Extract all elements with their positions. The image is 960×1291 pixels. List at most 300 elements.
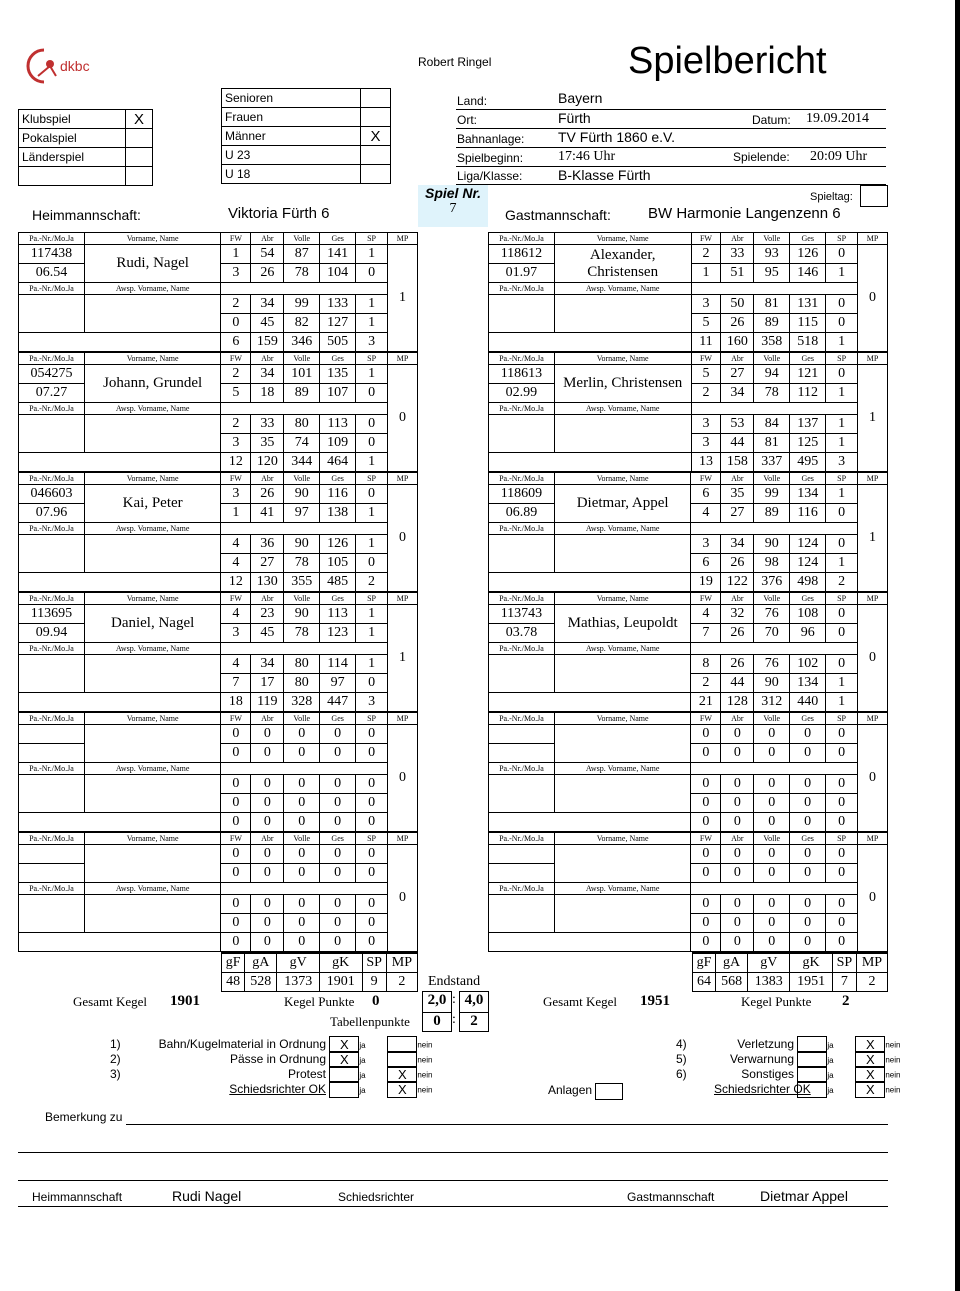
- player-name: Alexander, Christensen: [554, 245, 691, 283]
- liga-value: B-Klasse Fürth: [558, 167, 651, 183]
- check-label: Verletzung: [737, 1036, 794, 1051]
- nein-checkbox[interactable]: X: [855, 1081, 885, 1098]
- total-cell: 464: [320, 453, 356, 472]
- totals-header: gF: [222, 953, 245, 973]
- player-block: [488, 472, 888, 592]
- check-label: Schiedsrichter OK: [714, 1081, 811, 1096]
- score-cell: 3: [691, 434, 721, 453]
- score-cell: 34: [721, 384, 754, 403]
- score-cell: 81: [754, 434, 790, 453]
- spiel-nr-box: [418, 185, 488, 227]
- score-cell: 0: [754, 895, 790, 914]
- score-cell: 0: [356, 744, 388, 763]
- score-cell: 1: [356, 605, 388, 624]
- awsp-header: Awsp. Vorname, Name: [554, 283, 691, 295]
- score-cell: 113: [320, 415, 356, 434]
- passnr-header: Pa.-Nr./Mo.Ja: [19, 883, 85, 895]
- spacer: [19, 453, 221, 472]
- sp-header: SP: [826, 593, 858, 605]
- spacer: [221, 763, 388, 775]
- game-type-mark[interactable]: [126, 129, 153, 148]
- nein-label: nein: [417, 1085, 433, 1095]
- score-cell: 90: [754, 535, 790, 554]
- passnr-header: Pa.-Nr./Mo.Ja: [19, 713, 85, 725]
- score-cell: 0: [251, 744, 284, 763]
- mp-header: MP: [388, 713, 418, 725]
- footer-schiri-label: Schiedsrichter: [338, 1190, 415, 1204]
- divider: [18, 1180, 888, 1181]
- player-block: [18, 352, 418, 472]
- score-cell: 50: [721, 295, 754, 314]
- bemerkung-line[interactable]: [126, 1124, 888, 1125]
- nein-checkbox[interactable]: X: [387, 1081, 417, 1098]
- score-cell: 0: [356, 264, 388, 283]
- score-cell: 96: [790, 624, 826, 643]
- volle-header: Volle: [284, 233, 320, 245]
- score-cell: 0: [284, 864, 320, 883]
- score-cell: 1: [356, 504, 388, 523]
- score-cell: 45: [251, 624, 284, 643]
- fw-header: FW: [221, 353, 251, 365]
- score-cell: 124: [790, 554, 826, 573]
- score-cell: 35: [251, 434, 284, 453]
- check-row: [676, 1036, 901, 1052]
- score-cell: 0: [221, 314, 251, 333]
- footer-heim-name: Rudi Nagel: [172, 1188, 242, 1204]
- mp-value: 1: [858, 365, 888, 472]
- score-cell: 35: [721, 485, 754, 504]
- score-cell: 0: [754, 794, 790, 813]
- volle-header: Volle: [284, 593, 320, 605]
- total-cell: 122: [721, 573, 754, 592]
- moja: 07.96: [19, 504, 85, 523]
- game-type-label: Klubspiel: [19, 110, 126, 129]
- score-cell: 0: [691, 775, 721, 794]
- awsp-name[interactable]: [554, 775, 691, 813]
- score-cell: 0: [221, 895, 251, 914]
- passnr-header: Pa.-Nr./Mo.Ja: [19, 763, 85, 775]
- bemerkung-line[interactable]: [18, 1152, 888, 1153]
- category-label: Männer: [222, 127, 361, 146]
- total-cell: 1: [356, 453, 388, 472]
- score-cell: 90: [284, 485, 320, 504]
- total-cell: 119: [251, 693, 284, 712]
- score-cell: 0: [221, 845, 251, 864]
- category-mark[interactable]: [361, 89, 391, 108]
- score-cell: 131: [790, 295, 826, 314]
- score-cell: 80: [284, 415, 320, 434]
- name-header: Vorname, Name: [84, 593, 221, 605]
- score-cell: 137: [790, 415, 826, 434]
- divider: [456, 166, 886, 167]
- total-cell: 376: [754, 573, 790, 592]
- score-cell: 32: [721, 605, 754, 624]
- score-cell: 116: [790, 504, 826, 523]
- abr-header: Abr: [251, 593, 284, 605]
- score-cell: 125: [790, 434, 826, 453]
- moja: 03.78: [489, 624, 555, 643]
- moja: 09.94: [19, 624, 85, 643]
- tabellen-label: Tabellenpunkte: [330, 1014, 410, 1029]
- checks-right: [676, 1036, 901, 1097]
- score-cell: 0: [826, 845, 858, 864]
- total-cell: 358: [754, 333, 790, 352]
- spacer: [221, 643, 388, 655]
- score-cell: 0: [320, 725, 356, 744]
- sp-header: SP: [826, 353, 858, 365]
- awsp-name[interactable]: [554, 535, 691, 573]
- abr-header: Abr: [721, 833, 754, 845]
- awsp-passnr[interactable]: [19, 775, 85, 813]
- nein-label: nein: [885, 1040, 901, 1050]
- total-cell: 498: [790, 573, 826, 592]
- total-cell: 0: [221, 933, 251, 952]
- checks-left: [110, 1036, 460, 1096]
- mp-header: MP: [388, 473, 418, 485]
- volle-header: Volle: [754, 713, 790, 725]
- passnr-header: Pa.-Nr./Mo.Ja: [19, 833, 85, 845]
- player-name: [554, 725, 691, 763]
- fw-header: FW: [691, 593, 721, 605]
- score-cell: 4: [221, 554, 251, 573]
- spacer: [691, 643, 858, 655]
- score-cell: 0: [356, 845, 388, 864]
- total-cell: 0: [284, 813, 320, 832]
- totals-value: 1901: [319, 973, 362, 992]
- liga-label: Liga/Klasse:: [457, 169, 523, 183]
- score-cell: 80: [284, 655, 320, 674]
- spacer: [19, 933, 221, 952]
- nein-checkbox[interactable]: X: [855, 1066, 885, 1083]
- score-cell: 0: [826, 864, 858, 883]
- passnr-header: Pa.-Nr./Mo.Ja: [489, 763, 555, 775]
- fw-header: FW: [691, 833, 721, 845]
- ges-header: Ges: [790, 833, 826, 845]
- game-type-mark[interactable]: [126, 148, 153, 167]
- abr-header: Abr: [721, 473, 754, 485]
- score-cell: 18: [251, 384, 284, 403]
- ges-header: Ges: [320, 713, 356, 725]
- passnr: 118612: [489, 245, 555, 264]
- awsp-header: Awsp. Vorname, Name: [84, 763, 221, 775]
- score-cell: 0: [790, 744, 826, 763]
- total-cell: 485: [320, 573, 356, 592]
- abr-header: Abr: [251, 233, 284, 245]
- ges-header: Ges: [320, 233, 356, 245]
- score-cell: 146: [790, 264, 826, 283]
- away-totals: [692, 951, 888, 992]
- awsp-passnr[interactable]: [19, 415, 85, 453]
- ort-value: Fürth: [558, 110, 591, 126]
- awsp-header: Awsp. Vorname, Name: [84, 643, 221, 655]
- heim-label: Heimmannschaft:: [32, 207, 141, 223]
- awsp-passnr[interactable]: [19, 655, 85, 693]
- score-cell: 44: [721, 434, 754, 453]
- spacer: [489, 453, 692, 472]
- nein-checkbox[interactable]: X: [855, 1036, 885, 1053]
- score-cell: 26: [251, 485, 284, 504]
- score-cell: 36: [251, 535, 284, 554]
- player-block: [18, 592, 418, 712]
- passnr: [19, 725, 85, 744]
- fw-header: FW: [691, 353, 721, 365]
- total-cell: 0: [721, 813, 754, 832]
- home-totals: [221, 951, 418, 992]
- total-cell: 518: [790, 333, 826, 352]
- nein-label: nein: [885, 1070, 901, 1080]
- category-mark[interactable]: [361, 146, 391, 165]
- passnr-header: Pa.-Nr./Mo.Ja: [489, 283, 555, 295]
- score-cell: 0: [826, 365, 858, 384]
- awsp-name[interactable]: [84, 295, 221, 333]
- awsp-name[interactable]: [554, 655, 691, 693]
- awsp-passnr[interactable]: [489, 295, 555, 333]
- total-cell: 2: [356, 573, 388, 592]
- ja-checkbox[interactable]: [797, 1081, 827, 1098]
- awsp-name[interactable]: [554, 415, 691, 453]
- score-cell: 3: [221, 264, 251, 283]
- ges-header: Ges: [790, 353, 826, 365]
- score-cell: 78: [284, 554, 320, 573]
- moja: 06.54: [19, 264, 85, 283]
- score-cell: 97: [320, 674, 356, 693]
- score-cell: 0: [251, 895, 284, 914]
- ja-label: ja: [359, 1040, 366, 1050]
- score-cell: 0: [826, 794, 858, 813]
- score-cell: 0: [356, 775, 388, 794]
- totals-header: SP: [832, 953, 856, 973]
- ja-label: ja: [359, 1070, 366, 1080]
- ja-checkbox[interactable]: X: [329, 1051, 359, 1068]
- player-name: [84, 725, 221, 763]
- game-type-label: Pokalspiel: [19, 129, 126, 148]
- score-cell: 98: [754, 554, 790, 573]
- total-cell: 0: [320, 813, 356, 832]
- awsp-name[interactable]: [84, 775, 221, 813]
- score-cell: 127: [320, 314, 356, 333]
- score-cell: 3: [691, 295, 721, 314]
- land-label: Land:: [457, 94, 488, 108]
- score-cell: 93: [754, 245, 790, 264]
- moja: [19, 864, 85, 883]
- score-cell: 0: [826, 314, 858, 333]
- score-cell: 1: [356, 314, 388, 333]
- nein-checkbox[interactable]: X: [387, 1066, 417, 1083]
- total-cell: 0: [251, 933, 284, 952]
- sp-header: SP: [826, 233, 858, 245]
- category-mark[interactable]: X: [361, 127, 391, 146]
- spacer: [691, 763, 858, 775]
- game-type-label: [19, 167, 126, 186]
- score-cell: 0: [221, 744, 251, 763]
- score-cell: 0: [356, 895, 388, 914]
- score-cell: 0: [721, 864, 754, 883]
- player-block: [488, 592, 888, 712]
- mp-value: 0: [858, 605, 888, 712]
- totals-value: 7: [832, 973, 856, 992]
- totals-value: 1383: [748, 973, 790, 992]
- awsp-header: Awsp. Vorname, Name: [554, 403, 691, 415]
- score-cell: 3: [221, 624, 251, 643]
- player-block: [18, 712, 418, 832]
- score-cell: 115: [790, 314, 826, 333]
- awsp-passnr[interactable]: [489, 415, 555, 453]
- nein-checkbox[interactable]: X: [855, 1051, 885, 1068]
- game-type-mark[interactable]: X: [126, 110, 153, 129]
- score-cell: 44: [721, 674, 754, 693]
- score-cell: 134: [790, 485, 826, 504]
- score-cell: 0: [826, 725, 858, 744]
- awsp-passnr[interactable]: [19, 895, 85, 933]
- score-cell: 126: [790, 245, 826, 264]
- totals-value: 2: [856, 973, 887, 992]
- totals-header: gA: [716, 953, 748, 973]
- ja-checkbox[interactable]: X: [329, 1036, 359, 1053]
- score-cell: 0: [790, 914, 826, 933]
- score-cell: 0: [284, 845, 320, 864]
- spacer: [221, 523, 388, 535]
- awsp-passnr[interactable]: [489, 775, 555, 813]
- awsp-passnr[interactable]: [489, 655, 555, 693]
- passnr-header: Pa.-Nr./Mo.Ja: [19, 233, 85, 245]
- score-cell: 0: [790, 845, 826, 864]
- score-cell: 0: [754, 864, 790, 883]
- totals-value: 1373: [277, 973, 320, 992]
- datum-value: 19.09.2014: [806, 111, 869, 126]
- spacer: [489, 813, 691, 832]
- score-cell: 7: [221, 674, 251, 693]
- awsp-name[interactable]: [554, 895, 691, 933]
- awsp-passnr[interactable]: [489, 535, 555, 573]
- abr-header: Abr: [251, 833, 284, 845]
- total-cell: 0: [691, 933, 721, 952]
- awsp-name[interactable]: [84, 895, 221, 933]
- total-cell: 0: [221, 813, 251, 832]
- totals-value: 528: [245, 973, 277, 992]
- totals-header: gF: [693, 953, 716, 973]
- total-cell: 328: [284, 693, 320, 712]
- score-cell: 76: [754, 655, 790, 674]
- totals-value: 64: [693, 973, 716, 992]
- score-cell: 33: [721, 245, 754, 264]
- total-cell: 120: [251, 453, 284, 472]
- logo-text: dkbc: [60, 58, 90, 74]
- score-cell: 0: [826, 295, 858, 314]
- mp-header: MP: [858, 713, 888, 725]
- ende-value: 20:09 Uhr: [810, 149, 868, 164]
- score-cell: 0: [251, 794, 284, 813]
- page-right-border: [955, 0, 960, 1291]
- totals-header: gK: [790, 953, 832, 973]
- score-cell: 0: [251, 725, 284, 744]
- score-cell: 0: [356, 725, 388, 744]
- score-cell: 108: [790, 605, 826, 624]
- total-cell: 130: [251, 573, 284, 592]
- check-row: [110, 1036, 460, 1051]
- moja: 02.99: [489, 384, 555, 403]
- score-cell: 1: [826, 384, 858, 403]
- total-cell: 159: [251, 333, 284, 352]
- ja-checkbox[interactable]: [329, 1081, 359, 1098]
- score-cell: 70: [754, 624, 790, 643]
- category-mark[interactable]: [361, 165, 391, 184]
- awsp-name[interactable]: [554, 295, 691, 333]
- score-cell: 78: [284, 624, 320, 643]
- volle-header: Volle: [284, 473, 320, 485]
- category-mark[interactable]: [361, 108, 391, 127]
- anlagen-box[interactable]: [595, 1083, 623, 1100]
- score-cell: 0: [691, 794, 721, 813]
- awsp-name[interactable]: [84, 655, 221, 693]
- player-block: [18, 232, 418, 352]
- land-value: Bayern: [558, 90, 603, 106]
- score-cell: 89: [284, 384, 320, 403]
- awsp-passnr[interactable]: [19, 535, 85, 573]
- mp-header: MP: [858, 473, 888, 485]
- score-cell: 0: [754, 744, 790, 763]
- sp-header: SP: [826, 473, 858, 485]
- score-cell: 26: [251, 264, 284, 283]
- moja: 06.89: [489, 504, 555, 523]
- score-cell: 0: [721, 725, 754, 744]
- score-cell: 0: [826, 895, 858, 914]
- passnr-header: Pa.-Nr./Mo.Ja: [489, 593, 555, 605]
- category-table: [221, 88, 391, 184]
- spacer: [691, 883, 858, 895]
- ja-label: ja: [827, 1085, 834, 1095]
- passnr-header: Pa.-Nr./Mo.Ja: [489, 523, 555, 535]
- score-cell: 34: [251, 295, 284, 314]
- moja: 01.97: [489, 264, 555, 283]
- score-cell: 0: [221, 864, 251, 883]
- spieltag-box[interactable]: [860, 185, 888, 207]
- game-type-mark[interactable]: [126, 167, 153, 186]
- total-cell: 495: [790, 453, 826, 472]
- endstand-label: Endstand: [428, 974, 481, 989]
- player-block: [488, 232, 888, 352]
- player-name: Kai, Peter: [84, 485, 221, 523]
- category-label: Senioren: [222, 89, 361, 108]
- awsp-name[interactable]: [84, 535, 221, 573]
- score-cell: 54: [251, 245, 284, 264]
- awsp-passnr[interactable]: [19, 295, 85, 333]
- awsp-passnr[interactable]: [489, 895, 555, 933]
- awsp-name[interactable]: [84, 415, 221, 453]
- score-cell: 0: [826, 744, 858, 763]
- score-cell: 0: [284, 775, 320, 794]
- score-cell: 17: [251, 674, 284, 693]
- abr-header: Abr: [721, 593, 754, 605]
- mp-value: 1: [858, 485, 888, 592]
- name-header: Vorname, Name: [554, 593, 691, 605]
- mp-value: 0: [388, 845, 418, 952]
- score-cell: 0: [320, 775, 356, 794]
- score-cell: 0: [221, 914, 251, 933]
- score-cell: 27: [251, 554, 284, 573]
- score-cell: 0: [790, 775, 826, 794]
- mp-value: 0: [858, 245, 888, 352]
- score-cell: 0: [221, 794, 251, 813]
- player-block: [18, 832, 418, 952]
- spiel-nr-label: Spiel Nr.: [424, 185, 482, 201]
- total-cell: 337: [754, 453, 790, 472]
- abr-header: Abr: [251, 353, 284, 365]
- total-cell: 440: [790, 693, 826, 712]
- total-cell: 1: [826, 333, 858, 352]
- passnr-header: Pa.-Nr./Mo.Ja: [489, 403, 555, 415]
- score-cell: 0: [284, 895, 320, 914]
- score-cell: 138: [320, 504, 356, 523]
